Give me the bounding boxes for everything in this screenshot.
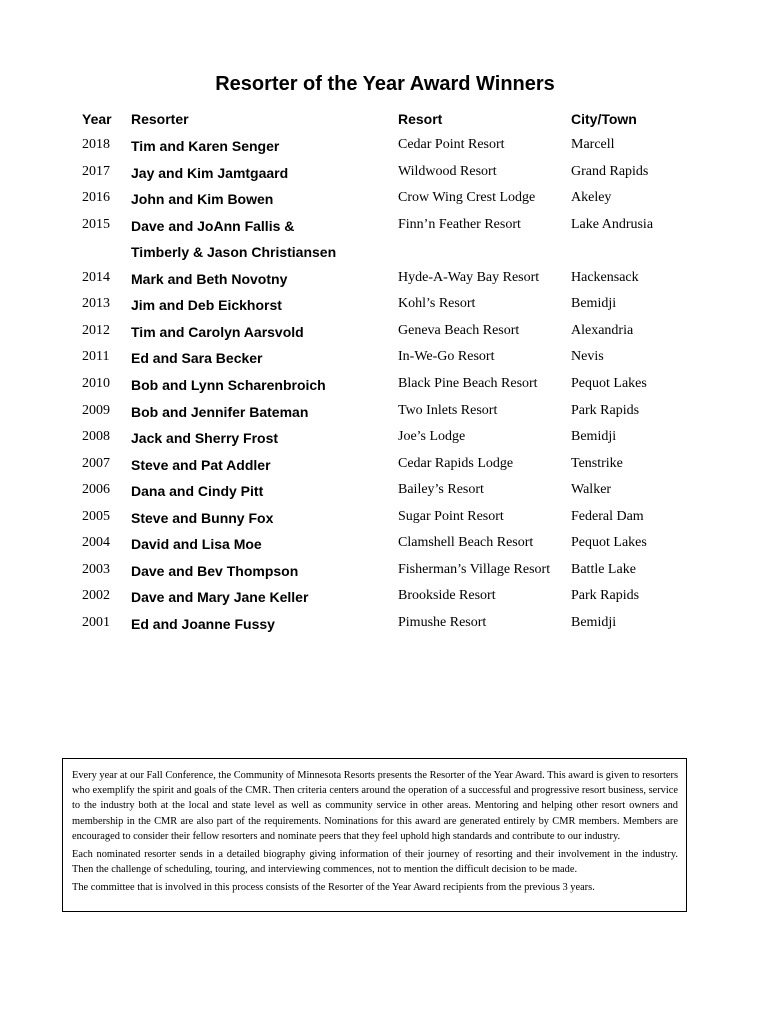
resort-cell: Kohl’s Resort xyxy=(398,296,476,312)
resort-cell: Cedar Point Resort xyxy=(398,137,505,152)
resort-cell: Crow Wing Crest Lodge xyxy=(398,190,536,206)
city-cell: Battle Lake xyxy=(571,561,636,577)
year-cell: 2001 xyxy=(82,614,110,630)
resorter-cell: Dave and Mary Jane Keller xyxy=(131,589,309,606)
year-cell: 2002 xyxy=(82,588,110,604)
table-row xyxy=(0,323,770,349)
resorter-cell: Ed and Sara Becker xyxy=(131,350,263,367)
column-header-city: City/Town xyxy=(571,111,637,127)
resorter-cell: Ed and Joanne Fussy xyxy=(131,615,275,632)
resort-cell: Brookside Resort xyxy=(398,588,496,604)
table-row xyxy=(0,376,770,402)
column-header-resorter: Resorter xyxy=(131,111,189,127)
resorter-cell: Mark and Beth Novotny xyxy=(131,270,288,287)
table-row xyxy=(0,615,770,641)
resort-cell: Joe’s Lodge xyxy=(398,429,466,445)
resorter-cell: Tim and Karen Senger xyxy=(131,138,280,154)
resorter-cell: Timberly & Jason Christiansen xyxy=(131,244,337,261)
year-cell: 2013 xyxy=(82,296,110,312)
resorter-cell: Steve and Bunny Fox xyxy=(131,509,274,526)
table-row xyxy=(0,588,770,614)
award-info-box xyxy=(62,758,687,912)
year-cell: 2017 xyxy=(82,163,110,179)
resorter-cell: Dave and JoAnn Fallis & xyxy=(131,217,295,234)
year-cell: 2016 xyxy=(82,190,110,206)
resort-cell: Two Inlets Resort xyxy=(398,402,498,418)
year-cell: 2014 xyxy=(82,269,110,285)
table-row xyxy=(0,270,770,296)
table-row xyxy=(0,482,770,508)
year-cell: 2018 xyxy=(82,137,110,152)
resort-cell: In-We-Go Resort xyxy=(398,349,495,365)
resort-cell: Sugar Point Resort xyxy=(398,508,504,524)
year-cell: 2008 xyxy=(82,429,110,445)
year-cell: 2009 xyxy=(82,402,110,418)
city-cell: Grand Rapids xyxy=(571,163,649,179)
info-paragraph: Every year at our Fall Conference, the Community of Minnesota Resorts presents the Resorter of the Year Award. This award is given to resorters who exemplify the spirit and goals of the CMR. Then criteria centers around the operation of a successful and progressive resort business, service to the industry both at the local and state level as well as community service in other areas. Mentoring and helping other resort owners and membership in the CMR are also part of the requirements. Nominations for this award are generated entirely by CMR members. Members are encouraged to consider their fellow resorters and nominate peers that they feel uphold high standards and contribute to our industry. xyxy=(72,770,678,842)
resorter-cell: Jack and Sherry Frost xyxy=(131,430,279,447)
year-cell: 2003 xyxy=(82,561,110,577)
table-row xyxy=(0,243,770,269)
info-paragraph: Each nominated resorter sends in a detailed biography giving information of their journey of resorting and their involvement in the industry. Then the challenge of scheduling, touring, and interviewing commences, not to mention the difficult decision to be made. xyxy=(72,849,678,876)
resorter-cell: Bob and Jennifer Bateman xyxy=(131,403,309,420)
city-cell: Federal Dam xyxy=(571,508,644,524)
resorter-cell: Steve and Pat Addler xyxy=(131,456,271,473)
resort-cell: Clamshell Beach Resort xyxy=(398,535,534,551)
city-cell: Lake Andrusia xyxy=(571,216,654,232)
table-row xyxy=(0,456,770,482)
city-cell: Bemidji xyxy=(571,614,617,630)
city-cell: Alexandria xyxy=(571,322,634,338)
year-cell: 2012 xyxy=(82,322,110,338)
city-cell: Akeley xyxy=(571,190,612,206)
resort-cell: Pimushe Resort xyxy=(398,614,487,630)
page-title: Resorter of the Year Award Winners xyxy=(215,73,555,95)
resorter-cell: Tim and Carolyn Aarsvold xyxy=(131,323,304,340)
resorter-cell: Dave and Bev Thompson xyxy=(131,562,299,579)
column-header-year: Year xyxy=(82,111,112,127)
column-header-resort: Resort xyxy=(398,111,443,127)
table-row xyxy=(0,535,770,561)
city-cell: Tenstrike xyxy=(571,455,623,471)
table-row xyxy=(0,217,770,243)
resort-cell: Fisherman’s Village Resort xyxy=(398,561,551,577)
resorter-cell: Jim and Deb Eickhorst xyxy=(131,297,282,314)
city-cell: Nevis xyxy=(571,349,604,365)
city-cell: Park Rapids xyxy=(571,588,640,604)
table-row xyxy=(0,509,770,535)
resorter-cell: Dana and Cindy Pitt xyxy=(131,483,264,500)
city-cell: Pequot Lakes xyxy=(571,375,647,391)
city-cell: Hackensack xyxy=(571,269,639,285)
year-cell: 2006 xyxy=(82,482,110,498)
resorter-cell: John and Kim Bowen xyxy=(131,191,274,208)
table-row xyxy=(0,429,770,455)
table-row xyxy=(0,164,770,190)
year-cell: 2015 xyxy=(82,216,110,232)
table-row xyxy=(0,296,770,322)
city-cell: Park Rapids xyxy=(571,402,640,418)
table-row xyxy=(0,190,770,216)
year-cell: 2010 xyxy=(82,375,110,391)
resort-cell: Cedar Rapids Lodge xyxy=(398,455,514,471)
city-cell: Pequot Lakes xyxy=(571,535,647,551)
resort-cell: Hyde-A-Way Bay Resort xyxy=(398,269,540,285)
year-cell: 2007 xyxy=(82,455,110,471)
city-cell: Bemidji xyxy=(571,429,617,445)
year-cell: 2005 xyxy=(82,508,110,524)
resorter-cell: Bob and Lynn Scharenbroich xyxy=(131,376,326,393)
year-cell: 2004 xyxy=(82,535,110,551)
table-row xyxy=(0,349,770,375)
city-cell: Marcell xyxy=(571,137,615,152)
table-row xyxy=(0,562,770,588)
resort-cell: Finn’n Feather Resort xyxy=(398,216,521,232)
table-row xyxy=(0,137,770,163)
city-cell: Walker xyxy=(571,482,612,498)
info-paragraph: The committee that is involved in this process consists of the Resorter of the Year Award recipients from the previous 3 years. xyxy=(72,882,595,894)
city-cell: Bemidji xyxy=(571,296,617,312)
resort-cell: Wildwood Resort xyxy=(398,163,497,179)
resorter-cell: Jay and Kim Jamtgaard xyxy=(131,164,289,181)
resort-cell: Bailey’s Resort xyxy=(398,482,484,498)
table-row xyxy=(0,403,770,429)
year-cell: 2011 xyxy=(82,349,110,365)
resorter-cell: David and Lisa Moe xyxy=(131,536,262,553)
resort-cell: Geneva Beach Resort xyxy=(398,322,520,338)
resort-cell: Black Pine Beach Resort xyxy=(398,375,538,391)
